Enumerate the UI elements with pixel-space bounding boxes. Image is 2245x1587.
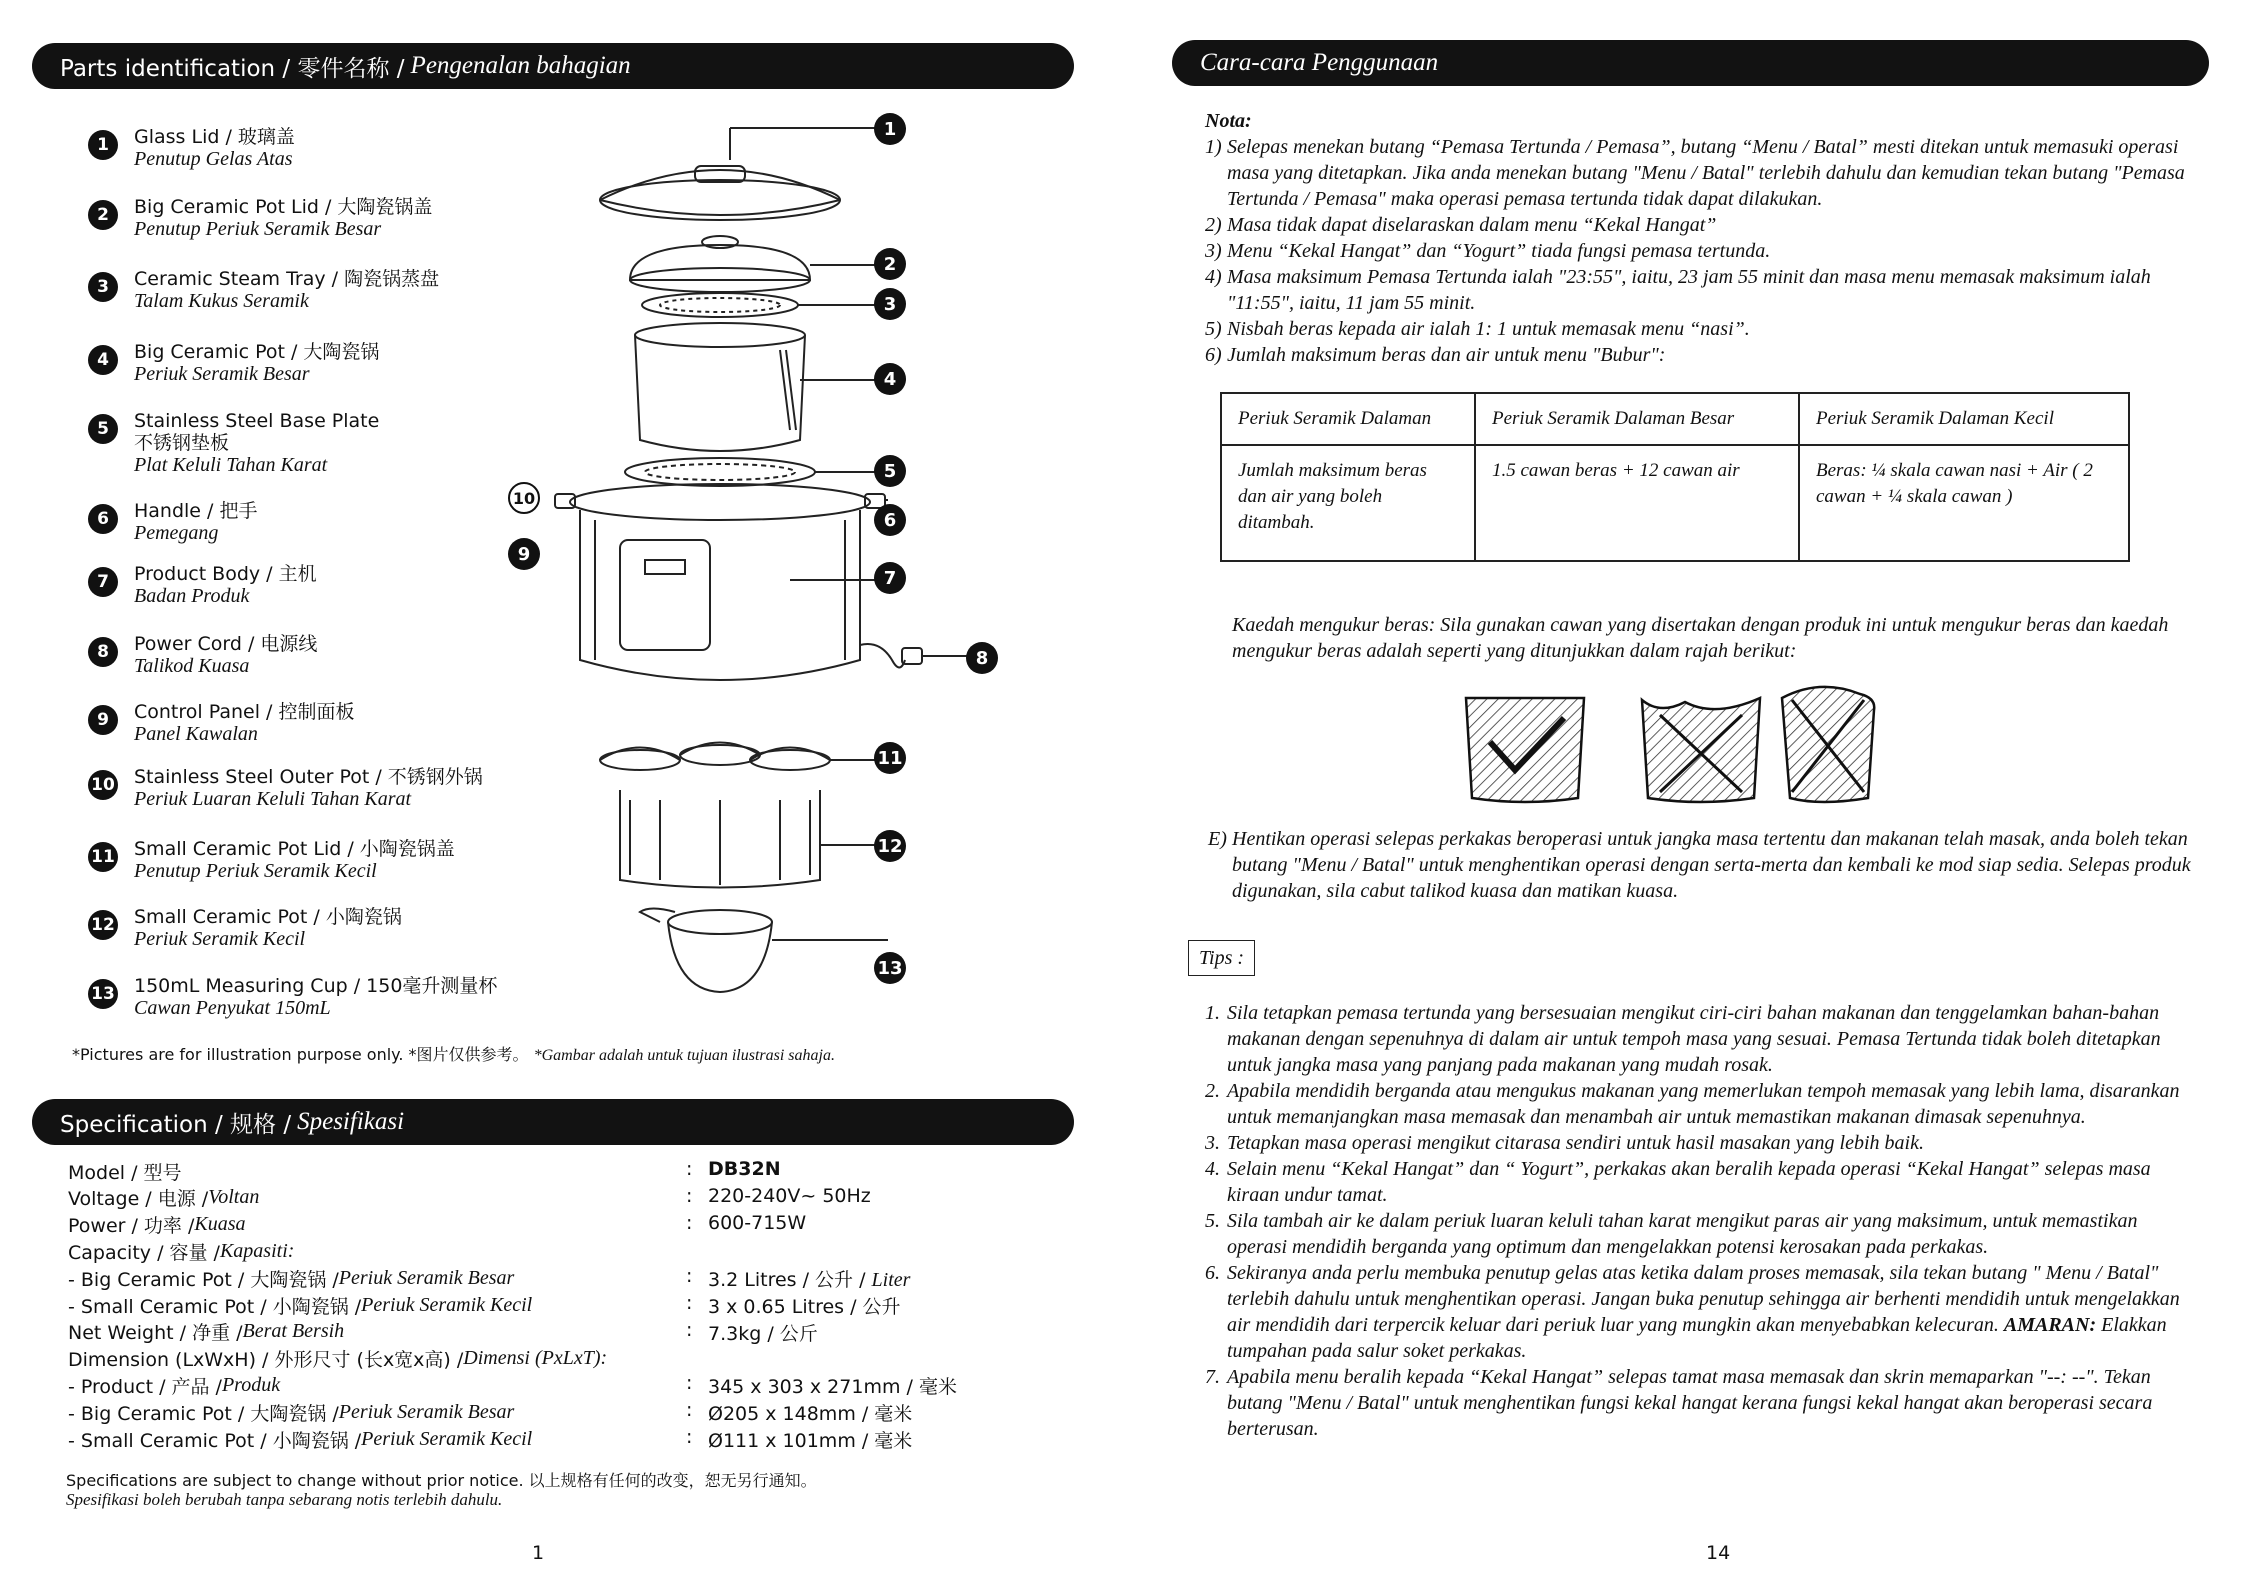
nota-item-text: Menu “Kekal Hangat” dan “Yogurt” tiada fungsi pemasa tertunda. <box>1227 240 1771 262</box>
part-number-badge: 4 <box>88 345 118 375</box>
spec-header-ms: Spesifikasi <box>297 1108 405 1135</box>
left-page <box>0 0 1122 1587</box>
spec-label-italic: Voltan <box>208 1186 260 1209</box>
tip-item-label: 6. <box>1205 1262 1220 1284</box>
spec-label-italic: Periuk Seramik Besar <box>338 1266 515 1289</box>
page-number-right: 14 <box>1706 1542 1731 1564</box>
nota-list <box>1205 134 2195 368</box>
part-name: Power Cord / 电源线 <box>134 633 318 655</box>
tip-item <box>1205 1078 2195 1130</box>
spec-label-italic: Periuk Seramik Besar <box>338 1400 515 1423</box>
spec-row <box>68 1319 344 1345</box>
tip-item <box>1205 1130 2195 1156</box>
nota-item-label: 5) <box>1205 318 1222 340</box>
spec-value-text: DB32N <box>708 1158 781 1180</box>
spec-label: - Small Ceramic Pot / 小陶瓷锅 / <box>68 1429 362 1452</box>
part-number-badge: 9 <box>88 705 118 735</box>
callout-3: 3 <box>874 288 906 320</box>
spec-colon: : <box>686 1158 693 1180</box>
spec-value <box>708 1265 910 1292</box>
spec-label: - Small Ceramic Pot / 小陶瓷锅 / <box>68 1295 362 1318</box>
nota-item-text: Nisbah beras kepada air ialah 1: 1 untuk memasak menu “nasi”. <box>1227 318 1750 340</box>
part-subtitle: Cawan Penyukat 150mL <box>134 997 331 1019</box>
spec-colon: : <box>686 1426 693 1448</box>
small-lids-drawing <box>600 743 888 771</box>
spec-label: Model / 型号 <box>68 1161 182 1184</box>
nota-item-label: 1) <box>1205 136 1222 158</box>
part-number-badge: 6 <box>88 504 118 534</box>
part-number-badge: 1 <box>88 130 118 160</box>
picture-note <box>72 1042 835 1065</box>
callout-1: 1 <box>874 113 906 145</box>
spec-value <box>708 1185 871 1208</box>
nota-item <box>1205 238 2195 264</box>
part-name: Ceramic Steam Tray / 陶瓷锅蒸盘 <box>134 268 440 290</box>
spec-row <box>68 1212 246 1238</box>
table-header-cell: Periuk Seramik Dalaman <box>1221 393 1475 445</box>
part-text <box>134 701 354 745</box>
spec-label: - Big Ceramic Pot / 大陶瓷锅 / <box>68 1268 339 1291</box>
tips-label-box <box>1188 940 1255 976</box>
tip-item-text: Tetapkan masa operasi mengikut citarasa sendiri untuk hasil masakan yang lebih baik. <box>1227 1132 1924 1154</box>
tip-item <box>1205 1000 2195 1078</box>
table-header-cell: Periuk Seramik Dalaman Kecil <box>1799 393 2129 445</box>
tip-item-label: 1. <box>1205 1002 1220 1024</box>
part-name: Small Ceramic Pot Lid / 小陶瓷锅盖 <box>134 838 455 860</box>
spec-label-italic: Dimensi (PxLxT): <box>463 1347 608 1370</box>
tip-item-label: 3. <box>1205 1132 1220 1154</box>
part-name: Big Ceramic Pot Lid / 大陶瓷锅盖 <box>134 196 433 218</box>
picture-note-ms: *Gambar adalah untuk tujuan ilustrasi sahaja. <box>533 1047 835 1064</box>
tip-item <box>1205 1260 2195 1364</box>
part-number-badge: 12 <box>88 910 118 940</box>
spec-value-text: 3.2 Litres / 公升 / <box>708 1269 872 1292</box>
part-name: Big Ceramic Pot / 大陶瓷锅 <box>134 341 380 363</box>
part-text <box>134 196 432 240</box>
spec-value-text: 7.3kg / 公斤 <box>708 1322 818 1345</box>
tip-item-label: 4. <box>1205 1158 1220 1180</box>
correct-measure-icon <box>1466 698 1584 802</box>
spec-value-text: 3 x 0.65 Litres / 公升 <box>708 1296 901 1318</box>
part-name: Product Body / 主机 <box>134 563 317 585</box>
callout-5: 5 <box>874 455 906 487</box>
glass-lid-drawing <box>600 128 888 220</box>
spec-label: Dimension (LxWxH) / 外形尺寸 (长x宽x高) / <box>68 1349 464 1372</box>
part-subtitle: Talam Kukus Seramik <box>134 290 309 312</box>
part-text <box>134 410 379 476</box>
tip-item-label: 5. <box>1205 1210 1220 1232</box>
tip-item-label: 7. <box>1205 1366 1220 1388</box>
part-number-badge: 10 <box>88 770 118 800</box>
tip-item-warning: AMARAN: <box>2003 1314 2097 1336</box>
table-header-row <box>1221 393 2129 445</box>
nota-item <box>1205 134 2195 212</box>
tip-item-text: Sila tambah air ke dalam periuk luaran keluli tahan karat mengikut paras air yang maksimum, untuk memastikan operasi mendidih berganda yang optimum dan mengelakkan potensi kerosakan pada perkakas. <box>1227 1210 2138 1258</box>
exploded-diagram <box>500 100 1020 1020</box>
spec-row <box>68 1346 607 1372</box>
part-subtitle: Periuk Seramik Kecil <box>134 928 306 950</box>
part-text <box>134 268 439 312</box>
big-ceramic-lid-drawing <box>630 236 888 292</box>
callout-8: 8 <box>966 642 998 674</box>
spec-label-italic: Periuk Seramik Kecil <box>361 1293 533 1316</box>
spec-note-2: Spesifikasi boleh berubah tanpa sebarang notis terlebih dahulu. <box>66 1490 503 1509</box>
callout-2: 2 <box>874 248 906 280</box>
spec-label-italic: Periuk Seramik Kecil <box>361 1427 533 1450</box>
usage-header-title: Cara-cara Penggunaan <box>1200 49 1439 76</box>
spec-row <box>68 1399 514 1425</box>
tip-item-text: Sila tetapkan pemasa tertunda yang bersesuaian mengikut ciri-ciri bahan makanan dan tenggelamkan bahan-bahan makanan dengan sepenuhnya di dalam air untuk tempoh masa yang sesuai. Pemasa Tertunda tidak boleh ditetapkan untuk jangka masa yang panjang pada makanan yang mudah rosak. <box>1227 1002 2161 1076</box>
spec-label-italic: Kuasa <box>194 1213 246 1236</box>
spec-value-text: 600-715W <box>708 1211 807 1234</box>
tip-item-text: Apabila mendidih berganda atau mengukus makanan yang memerlukan tempoh memasak yang lebih lama, disarankan untuk memanjangkan masa memasak dan menambah air untuk memastikan makanan dimasak sepenuhnya. <box>1227 1080 2180 1128</box>
spec-label-italic: Berat Bersih <box>242 1320 345 1343</box>
part-subtitle: Penutup Periuk Seramik Besar <box>134 218 382 240</box>
tips-list <box>1205 1000 2195 1442</box>
part-name: Glass Lid / 玻璃盖 <box>134 126 295 148</box>
part-number-badge: 11 <box>88 842 118 872</box>
table-header-cell: Periuk Seramik Dalaman Besar <box>1475 393 1799 445</box>
spec-value-text: 345 x 303 x 271mm / 毫米 <box>708 1376 957 1399</box>
spec-colon: : <box>686 1292 693 1314</box>
part-number-badge: 2 <box>88 200 118 230</box>
part-number-badge: 13 <box>88 979 118 1009</box>
rice-measure-illustration <box>1460 680 1880 810</box>
callout-4: 4 <box>874 363 906 395</box>
nota-item-text: Jumlah maksimum beras dan air untuk menu "Bubur": <box>1227 344 1666 366</box>
part-subtitle: Plat Keluli Tahan Karat <box>134 454 328 476</box>
callout-6: 6 <box>874 504 906 536</box>
spec-note-1: Specifications are subject to change without prior notice. 以上规格有任何的改变，恕无另行通知。 <box>66 1471 817 1490</box>
spec-row <box>68 1265 514 1291</box>
spec-label: Power / 功率 / <box>68 1215 195 1238</box>
part-subtitle: Talikod Kuasa <box>134 655 250 677</box>
spec-label: Voltage / 电源 / <box>68 1188 209 1211</box>
spec-value <box>708 1158 781 1181</box>
porridge-table <box>1220 392 2130 562</box>
tip-item <box>1205 1364 2195 1442</box>
spec-colon: : <box>686 1265 693 1288</box>
callout-9: 9 <box>508 538 540 570</box>
part-subtitle: Periuk Luaran Keluli Tahan Karat <box>134 788 412 810</box>
callout-7: 7 <box>874 562 906 594</box>
part-subtitle: Periuk Seramik Besar <box>134 363 310 385</box>
spec-colon: : <box>686 1399 693 1422</box>
nota-item <box>1205 342 2195 368</box>
spec-value-italic: Liter <box>871 1269 911 1292</box>
spec-value <box>708 1426 912 1453</box>
spec-row <box>68 1185 259 1211</box>
spec-row <box>68 1238 294 1264</box>
spec-header <box>32 1099 1074 1145</box>
part-text <box>134 633 317 677</box>
nota-item-label: 4) <box>1205 266 1222 288</box>
spec-label: - Product / 产品 / <box>68 1375 222 1398</box>
spec-label-italic: Kapasiti: <box>219 1239 295 1262</box>
spec-value <box>708 1212 806 1235</box>
part-subtitle: Panel Kawalan <box>134 723 258 745</box>
part-number-badge: 8 <box>88 637 118 667</box>
page-number-left: 1 <box>532 1542 545 1564</box>
tip-item-text: Sekiranya anda perlu membuka penutup gelas atas ketika dalam proses memasak, sila tekan butang " Menu / Batal" terlebih dahulu untuk menghentikan operasi. Jangan buka penutup sehingga air berhenti mendidih untuk mengelakkan air mendidih dari terpercik keluar dari periuk luar yang mungkin akan menyebabkan kelecuran. <box>1227 1262 2180 1336</box>
spec-header-en: Specification / 规格 / <box>60 1111 292 1138</box>
spec-label: - Big Ceramic Pot / 大陶瓷锅 / <box>68 1402 339 1425</box>
spec-row <box>68 1158 182 1184</box>
part-name: Stainless Steel Base Plate <box>134 410 380 432</box>
spec-label: Capacity / 容量 / <box>68 1241 220 1264</box>
part-name-2: 不锈钢垫板 <box>134 432 230 454</box>
e-item <box>1208 826 2198 904</box>
spec-label-italic: Produk <box>221 1373 281 1396</box>
part-text <box>134 975 497 1019</box>
measure-text: Kaedah mengukur beras: Sila gunakan cawan yang disertakan dengan produk ini untuk mengukur beras dan kaedah mengukur beras adalah seperti yang ditunjukkan dalam rajah berikut: <box>1232 614 2169 662</box>
table-cell: 1.5 cawan beras + 12 cawan air <box>1475 445 1799 561</box>
part-text <box>134 126 295 170</box>
part-name: Handle / 把手 <box>134 500 258 522</box>
spec-row <box>68 1372 280 1398</box>
part-text <box>134 906 402 950</box>
table-cell: Beras: ¼ skala cawan nasi + Air ( 2 cawan + ¼ skala cawan ) <box>1799 445 2129 561</box>
nota-item-label: 3) <box>1205 240 1222 262</box>
nota-item-text: Selepas menekan butang “Pemasa Tertunda / Pemasa”, butang “Menu / Batal” mesti ditekan untuk memasuki operasi masa yang ditetapkan. Jika anda menekan butang "Menu / Batal" terlebih dahulu dan kemudian tekan butang "Pemasa Tertunda / Pemasa" maka operasi pemasa tertunda tidak dapat dilakukan. <box>1227 136 2185 210</box>
part-text <box>134 500 257 544</box>
part-name: Stainless Steel Outer Pot / 不锈钢外锅 <box>134 766 483 788</box>
spec-value-text: Ø111 x 101mm / 毫米 <box>708 1430 913 1452</box>
part-number-badge: 3 <box>88 272 118 302</box>
part-subtitle: Badan Produk <box>134 585 250 607</box>
parts-header <box>32 43 1074 89</box>
nota-item-label: 6) <box>1205 344 1222 366</box>
spec-value <box>708 1399 912 1426</box>
spec-value-text: Ø205 x 148mm / 毫米 <box>708 1403 913 1426</box>
table-cell: Jumlah maksimum beras dan air yang boleh ditambah. <box>1221 445 1475 561</box>
spec-row <box>68 1426 532 1452</box>
parts-header-ms: Pengenalan bahagian <box>410 52 631 79</box>
callout-10: 10 <box>508 482 540 514</box>
nota-item-text: Masa tidak dapat diselaraskan dalam menu “Kekal Hangat” <box>1227 214 1717 236</box>
steam-tray-drawing <box>642 293 888 317</box>
part-name: 150mL Measuring Cup / 150毫升测量杯 <box>134 975 498 997</box>
table-row <box>1221 445 2129 561</box>
product-body-drawing <box>555 484 970 680</box>
part-number-badge: 5 <box>88 414 118 444</box>
e-item-label: E) <box>1208 828 1227 850</box>
picture-note-en: *Pictures are for illustration purpose only. *图片仅供参考。 <box>72 1045 529 1064</box>
part-subtitle: Penutup Periuk Seramik Kecil <box>134 860 377 882</box>
spec-value-text: 220-240V~ 50Hz <box>708 1184 871 1207</box>
small-pots-drawing <box>620 790 888 888</box>
tip-item-label: 2. <box>1205 1080 1220 1102</box>
nota-item-text: Masa maksimum Pemasa Tertunda ialah "23:55", iaitu, 23 jam 55 minit dan masa menu memasak maksimum ialah "11:55", iaitu, 11 jam 55 minit. <box>1227 266 2151 314</box>
wrong-measure-icon-2 <box>1782 687 1874 802</box>
spec-row <box>68 1292 532 1318</box>
tip-item <box>1205 1156 2195 1208</box>
part-name: Small Ceramic Pot / 小陶瓷锅 <box>134 906 402 928</box>
spec-value <box>708 1292 901 1319</box>
spec-colon: : <box>686 1211 693 1234</box>
part-name: Control Panel / 控制面板 <box>134 701 355 723</box>
nota-label: Nota: <box>1205 110 1252 132</box>
part-text <box>134 563 317 607</box>
spec-value <box>708 1319 818 1346</box>
spec-label: Net Weight / 净重 / <box>68 1322 243 1345</box>
part-text <box>134 766 483 810</box>
part-text <box>134 341 379 385</box>
callout-13: 13 <box>874 952 906 984</box>
tip-item <box>1205 1208 2195 1260</box>
nota-item-label: 2) <box>1205 214 1222 236</box>
e-item-text: Hentikan operasi selepas perkakas beroperasi untuk jangka masa tertentu dan makanan telah masak, anda boleh tekan butang "Menu / Batal" untuk menghentikan operasi dengan serta-merta dan kembali ke mod siap sedia. Selepas produk digunakan, sila cabut talikod kuasa dan matikan kuasa. <box>1232 828 2191 902</box>
wrong-measure-icon-1 <box>1642 698 1760 802</box>
measuring-cup-drawing <box>640 909 888 993</box>
part-subtitle: Penutup Gelas Atas <box>134 148 293 170</box>
tip-item-text: Selain menu “Kekal Hangat” dan “ Yogurt”, perkakas akan beralih kepada operasi “Kekal Hangat” selepas masa kiraan undur tamat. <box>1227 1158 2151 1206</box>
spec-value <box>708 1372 957 1399</box>
nota-item <box>1205 212 2195 238</box>
base-plate-drawing <box>625 458 888 486</box>
part-subtitle: Pemegang <box>134 522 219 544</box>
callout-12: 12 <box>874 830 906 862</box>
usage-header <box>1172 40 2209 86</box>
nota-item <box>1205 316 2195 342</box>
tip-item-text: Apabila menu beralih kepada “Kekal Hangat” selepas tamat masa memasak dan skrin memaparkan "--: --". Tekan butang "Menu / Batal" untuk menghentikan fungsi kekal hangat kerana fungsi kekal hangat akan beroperasi secara berterusan. <box>1227 1366 2153 1440</box>
callout-11: 11 <box>874 742 906 774</box>
nota-item <box>1205 264 2195 316</box>
big-pot-drawing <box>635 323 888 451</box>
spec-colon: : <box>686 1372 693 1395</box>
tip-item-text-after: Elakkan tumpahan pada salur soket perkakas. <box>1227 1314 2167 1362</box>
spec-colon: : <box>686 1318 693 1341</box>
part-text <box>134 838 455 882</box>
parts-header-en: Parts identification / 零件名称 / <box>60 55 405 82</box>
spec-colon: : <box>686 1184 693 1207</box>
part-number-badge: 7 <box>88 567 118 597</box>
tips-label: Tips : <box>1199 947 1245 969</box>
